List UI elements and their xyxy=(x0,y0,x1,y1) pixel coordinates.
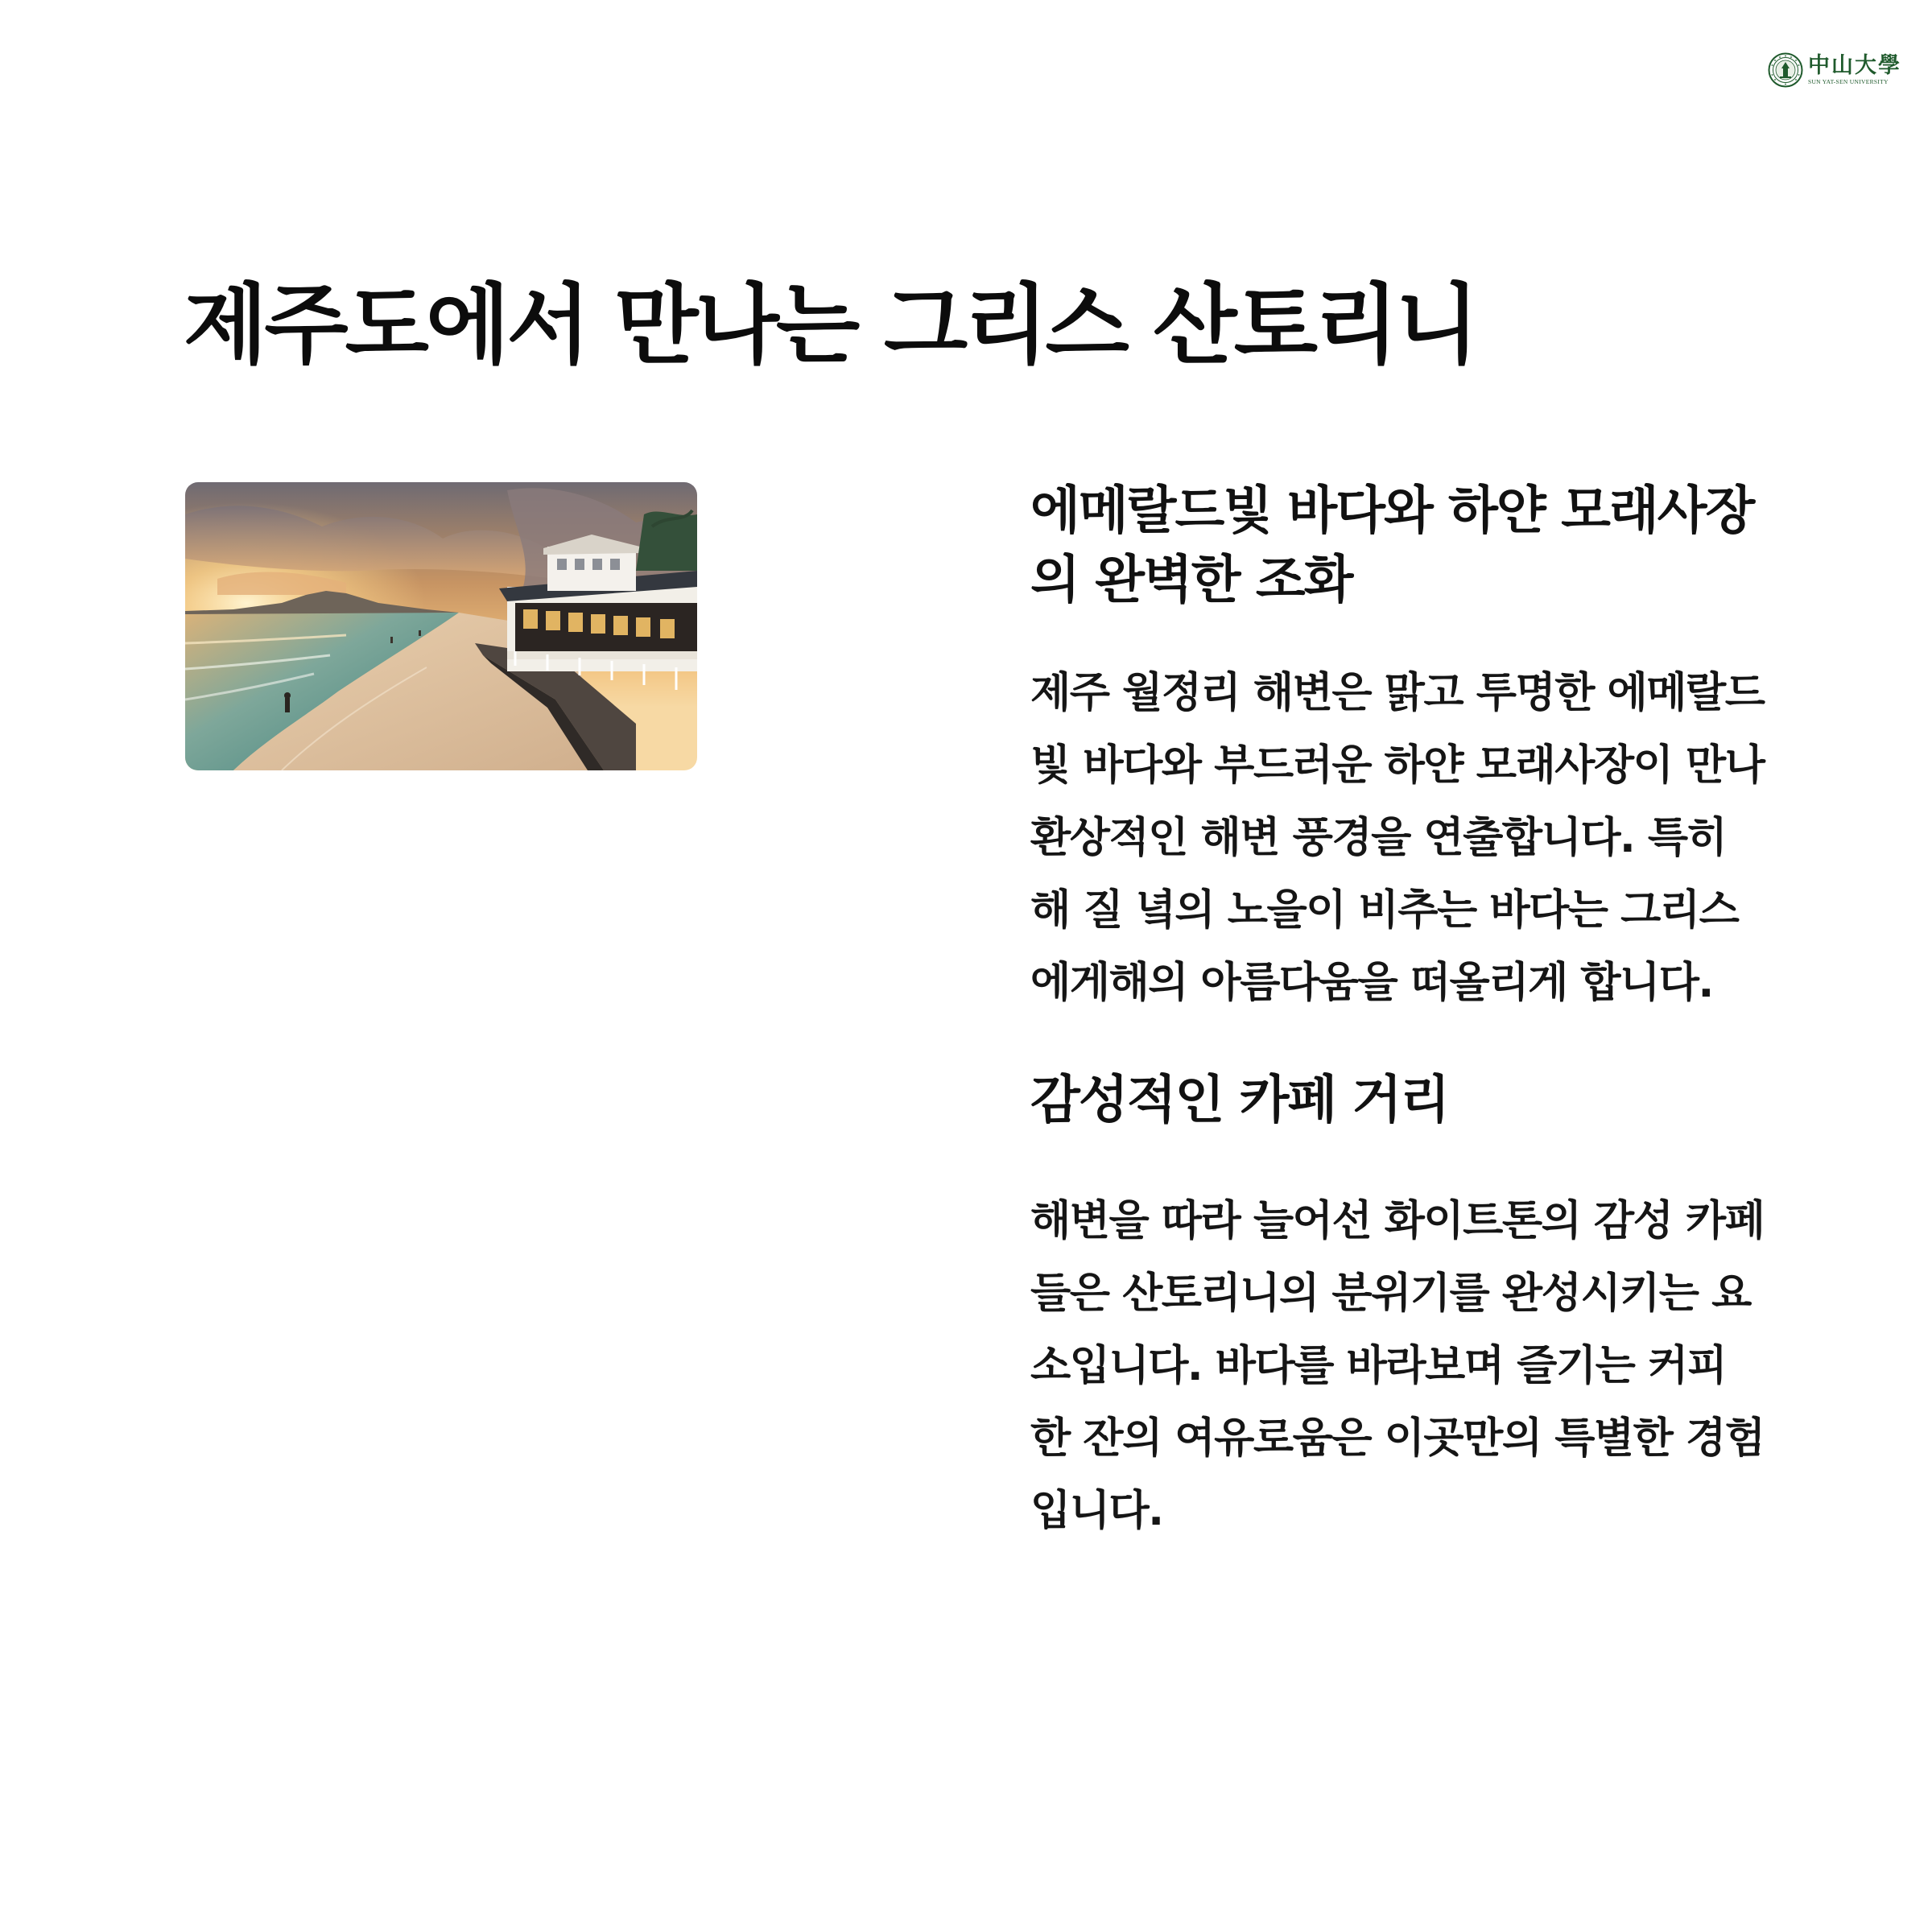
university-seal-icon xyxy=(1768,52,1803,88)
university-name-cn: 中山大學 xyxy=(1808,53,1901,78)
university-wordmark xyxy=(1808,54,1901,86)
section-body-cafe-street: 해변을 따라 늘어선 화이트톤의 감성 카페들은 산토리니의 분위기를 완성시키는 요소입니다. 바다를 바라보며 즐기는 커피 한 잔의 여유로움은 이곳만의 특별한 경험입니다. xyxy=(1030,1197,1765,1535)
content-column xyxy=(1030,477,1771,1547)
beach-sunset-image xyxy=(185,482,697,770)
section-heading-cafe-street: 감성적인 카페 거리 xyxy=(1030,1071,1449,1130)
section-body-emerald-sea: 제주 월정리 해변은 맑고 투명한 에메랄드빛 바다와 부드러운 하얀 모래사장이 만나 환상적인 해변 풍경을 연출합니다. 특히 해 질 녘의 노을이 비추는 바다는 그리스 에게해의 아름다움을 떠올리게 합니다. xyxy=(1030,669,1765,1007)
page-title: 제주도에서 만나는 그리스 산토리니 xyxy=(184,275,1476,376)
beach-cafe-photo xyxy=(185,482,697,770)
section-heading-emerald-sea: 에메랄드빛 바다와 하얀 모래사장의 완벽한 조화 xyxy=(1030,481,1754,610)
university-name-en: SUN YAT-SEN UNIVERSITY xyxy=(1808,78,1889,85)
university-logo xyxy=(1768,50,1905,90)
